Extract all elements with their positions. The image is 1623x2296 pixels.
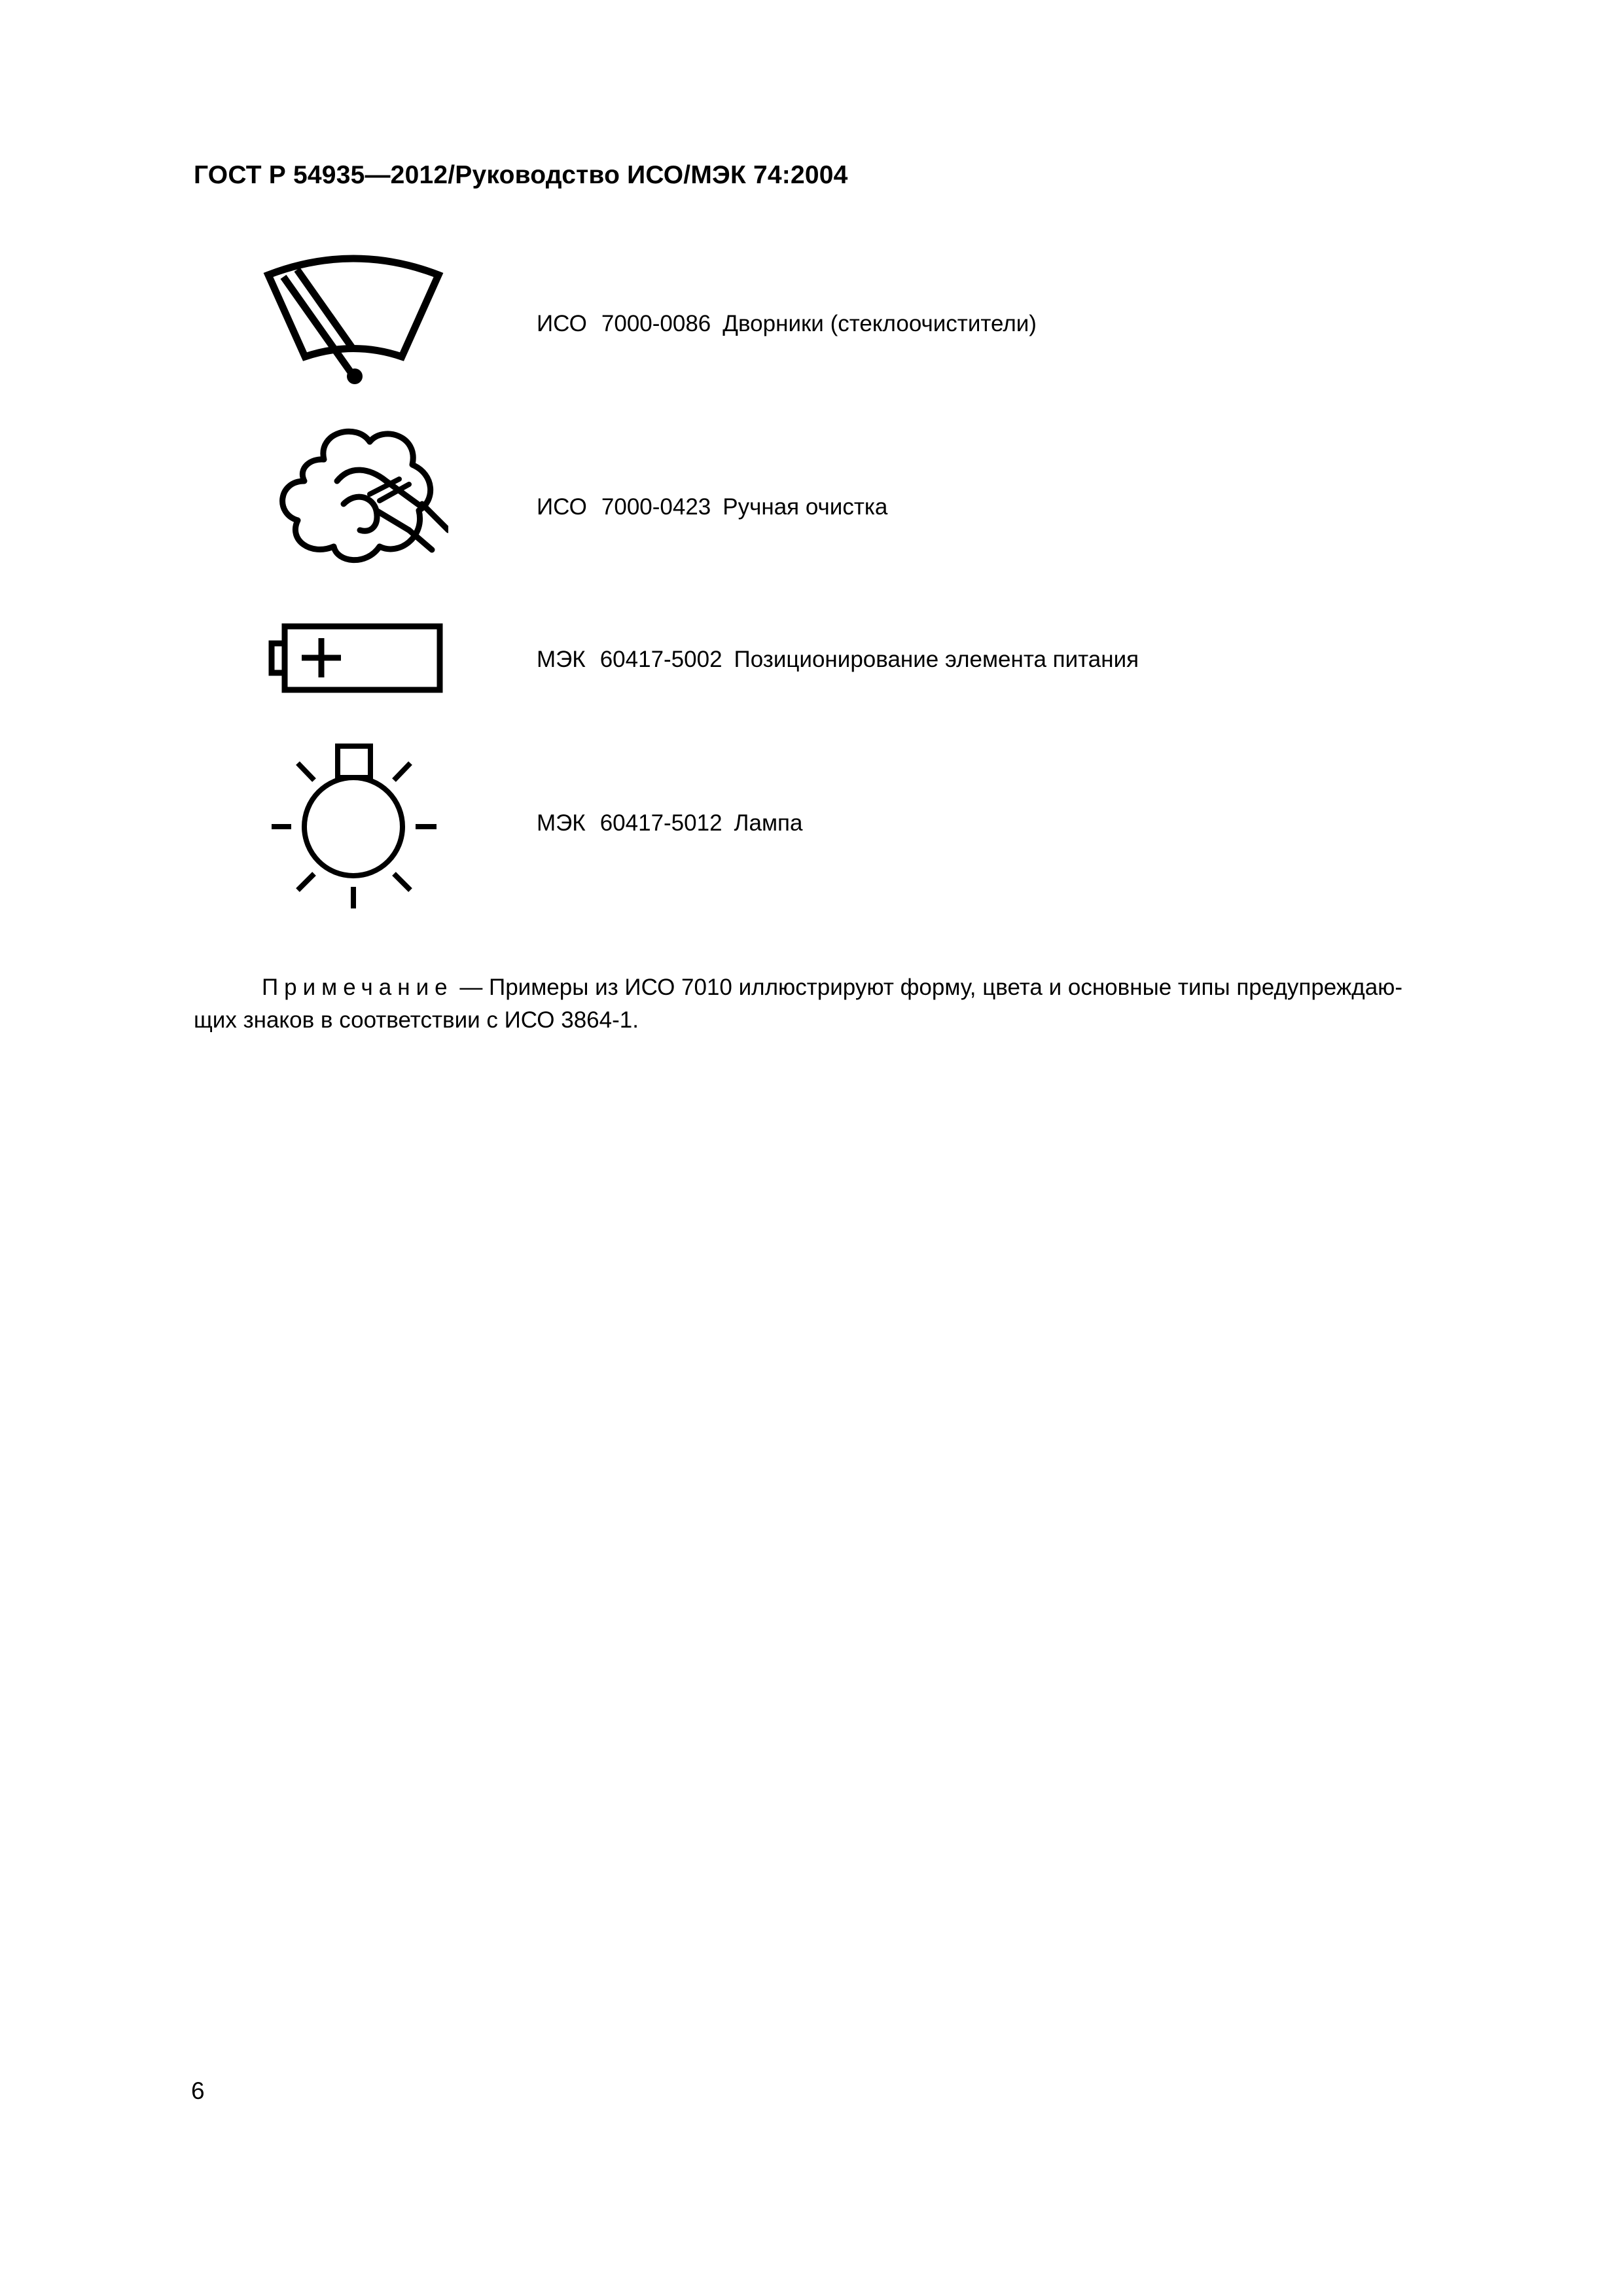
note-label: Примечание xyxy=(262,975,454,1000)
battery-positioning-icon xyxy=(265,619,448,697)
page-number: 6 xyxy=(191,2077,205,2104)
symbol-title: Дворники (стеклоочистители) xyxy=(722,311,1037,336)
symbol-number: 60417-5012 xyxy=(599,810,722,836)
note-continuation: щих знаков в соответствии с ИСО 3864-1. xyxy=(194,1007,639,1033)
symbol-number: 60417-5002 xyxy=(599,647,722,672)
symbol-title: Лампа xyxy=(734,810,803,836)
note-text: Примеры из ИСО 7010 иллюстрируют форму, цвета и основные типы предупреждаю- xyxy=(489,975,1403,1000)
note-first-line xyxy=(194,971,1518,1004)
symbol-label-wiper xyxy=(537,311,1037,337)
symbol-standard: ИСО xyxy=(537,494,587,520)
symbol-title: Ручная очистка xyxy=(722,494,888,520)
symbol-standard: ИСО xyxy=(537,311,587,336)
symbol-label-battery xyxy=(537,647,1139,673)
note xyxy=(194,971,1518,1037)
lamp-icon xyxy=(265,740,448,910)
symbol-label-lamp xyxy=(537,810,802,836)
note-dash: — xyxy=(453,975,490,1000)
symbol-number: 7000-0086 xyxy=(601,311,711,336)
manual-cleaning-icon xyxy=(272,419,448,569)
symbol-title: Позиционирование элемента питания xyxy=(734,647,1139,672)
symbol-label-manual-cleaning xyxy=(537,494,887,520)
symbol-standard: МЭК xyxy=(537,810,586,836)
page-header: ГОСТ Р 54935—2012/Руководство ИСО/МЭК 74:2004 xyxy=(194,161,848,189)
symbol-number: 7000-0423 xyxy=(601,494,711,520)
windscreen-wiper-icon xyxy=(262,249,452,386)
symbol-standard: МЭК xyxy=(537,647,586,672)
